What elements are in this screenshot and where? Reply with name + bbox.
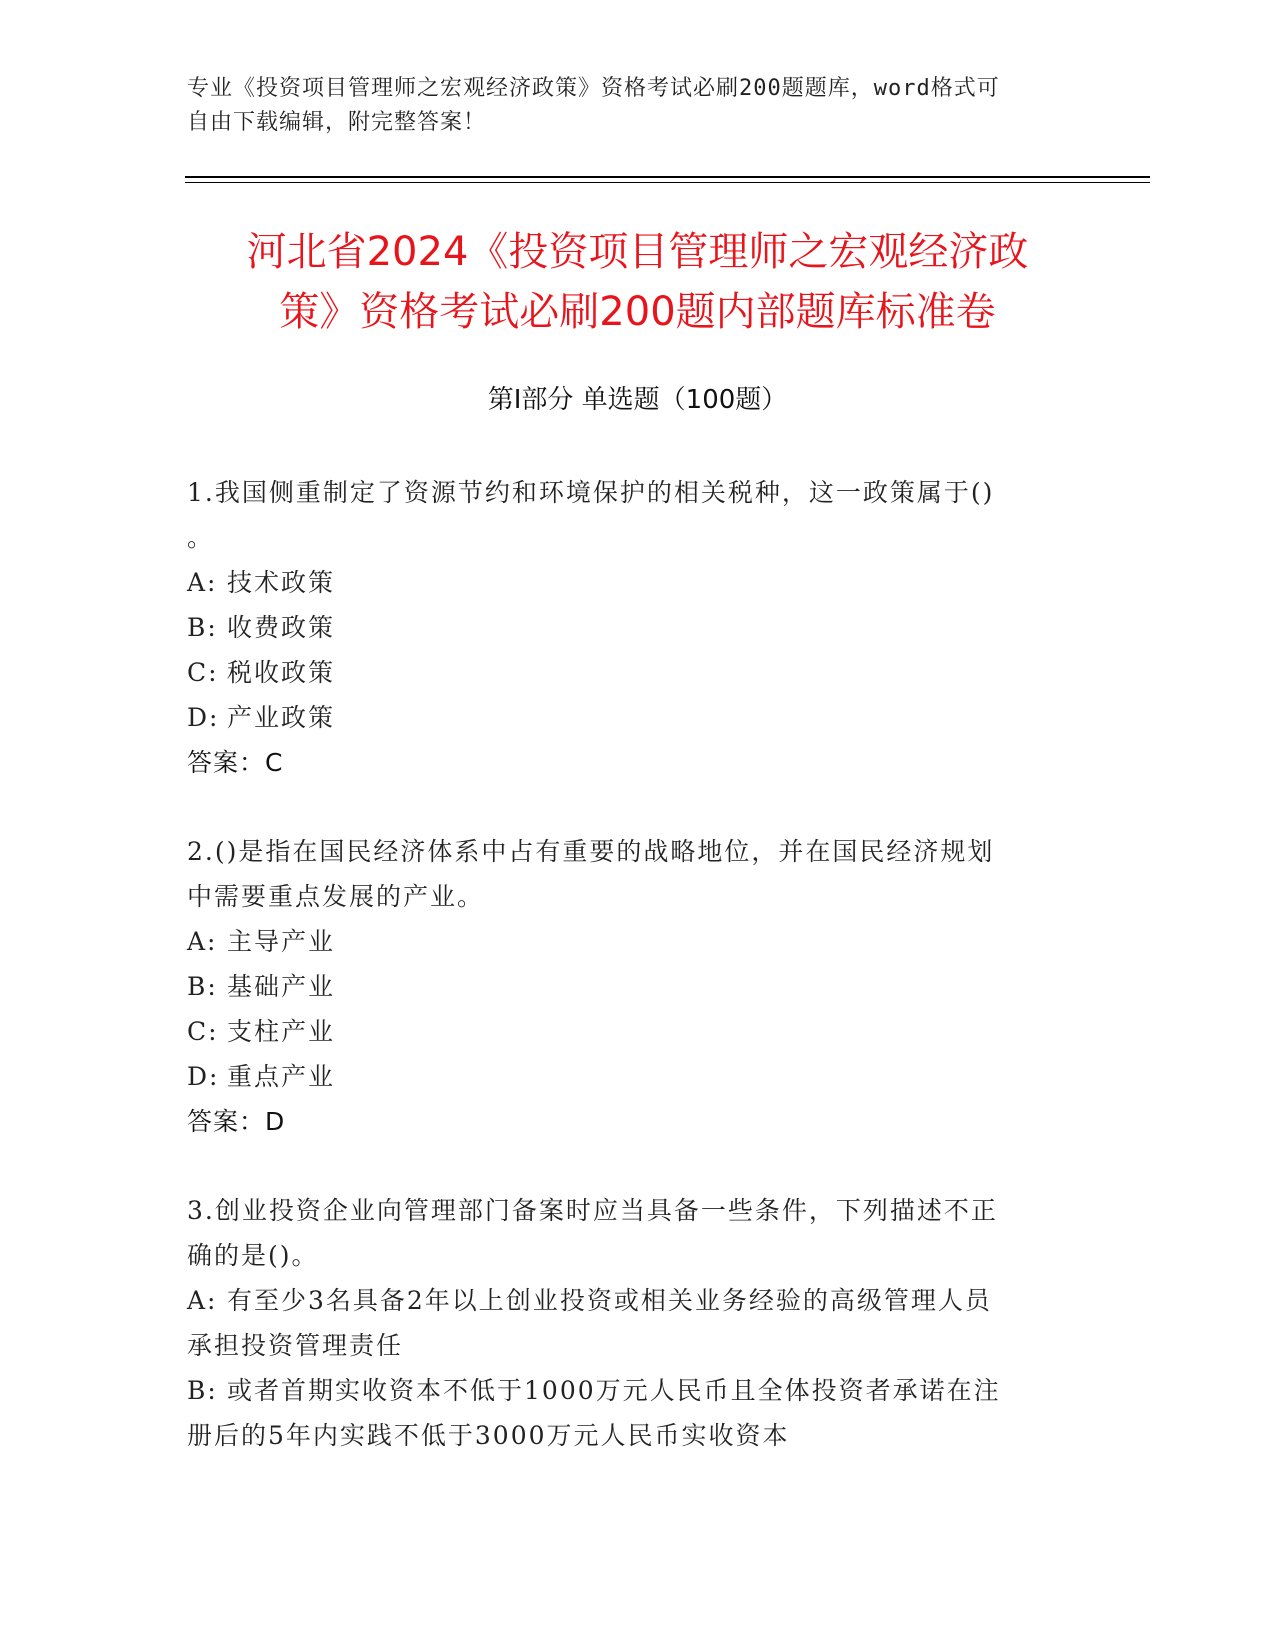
- option-a: [187, 560, 1067, 605]
- header-rule-thick: [185, 176, 1150, 178]
- option-text: 收费政策: [227, 613, 336, 642]
- section-title: 第I部分 单选题（100题）: [487, 385, 788, 415]
- option-letter: B:: [187, 972, 218, 1001]
- option-letter: A:: [187, 927, 218, 956]
- answer-line: 答案：D: [187, 1107, 286, 1136]
- question-stem-line: 2.()是指在国民经济体系中占有重要的战略地位，并在国民经济规划: [187, 837, 995, 866]
- question-stem-line: 确的是()。: [187, 1241, 319, 1270]
- option-b: [187, 605, 1067, 650]
- option-a-continuation: 承担投资管理责任: [187, 1331, 404, 1360]
- question-stem-line: 中需要重点发展的产业。: [187, 882, 485, 911]
- option-c: [187, 1009, 1067, 1054]
- option-c: [187, 650, 1067, 695]
- option-text: 主导产业: [227, 927, 336, 956]
- spacer: [187, 1144, 1067, 1188]
- header-note: [187, 72, 1067, 140]
- document-title-line-2: 策》资格考试必刷200题内部题库标准卷: [279, 289, 996, 335]
- question-1: [187, 470, 1067, 785]
- option-letter: B:: [187, 1376, 218, 1405]
- answer-line: 答案：C: [187, 748, 284, 777]
- option-text: 有至少3名具备2年以上创业投资或相关业务经验的高级管理人员: [227, 1286, 992, 1315]
- option-letter: D:: [187, 1062, 220, 1091]
- option-d: [187, 1054, 1067, 1099]
- option-b-continuation: 册后的5年内实践不低于3000万元人民币实收资本: [187, 1421, 790, 1450]
- question-stem-line: 3.创业投资企业向管理部门备案时应当具备一些条件，下列描述不正: [187, 1196, 998, 1225]
- option-text: 税收政策: [227, 658, 336, 687]
- option-text: 技术政策: [227, 568, 336, 597]
- option-text: 支柱产业: [227, 1017, 336, 1046]
- option-b: [187, 1368, 1067, 1413]
- option-d: [187, 695, 1067, 740]
- question-3: [187, 1188, 1067, 1458]
- option-letter: C:: [187, 1017, 219, 1046]
- option-a: [187, 1278, 1067, 1323]
- question-stem-line: 1.我国侧重制定了资源节约和环境保护的相关税种，这一政策属于(): [187, 478, 995, 507]
- option-letter: A:: [187, 1286, 218, 1315]
- option-text: 或者首期实收资本不低于1000万元人民币且全体投资者承诺在注: [227, 1376, 1001, 1405]
- header-note-line-1: 专业《投资项目管理师之宏观经济政策》资格考试必刷200题题库，word格式可: [187, 76, 1000, 101]
- document-title: [150, 222, 1125, 342]
- option-letter: B:: [187, 613, 218, 642]
- option-a: [187, 919, 1067, 964]
- option-text: 重点产业: [227, 1062, 336, 1091]
- option-letter: D:: [187, 703, 220, 732]
- spacer: [187, 785, 1067, 829]
- option-text: 产业政策: [227, 703, 336, 732]
- option-b: [187, 964, 1067, 1009]
- header-rule-thin: [185, 182, 1150, 183]
- option-letter: C:: [187, 658, 219, 687]
- question-stem-line: 。: [187, 523, 215, 552]
- document-title-line-1: 河北省2024《投资项目管理师之宏观经济政: [246, 229, 1029, 275]
- option-letter: A:: [187, 568, 218, 597]
- question-list: [187, 470, 1067, 1458]
- header-note-line-2: 自由下载编辑，附完整答案！: [187, 110, 487, 135]
- question-2: [187, 829, 1067, 1144]
- option-text: 基础产业: [227, 972, 336, 1001]
